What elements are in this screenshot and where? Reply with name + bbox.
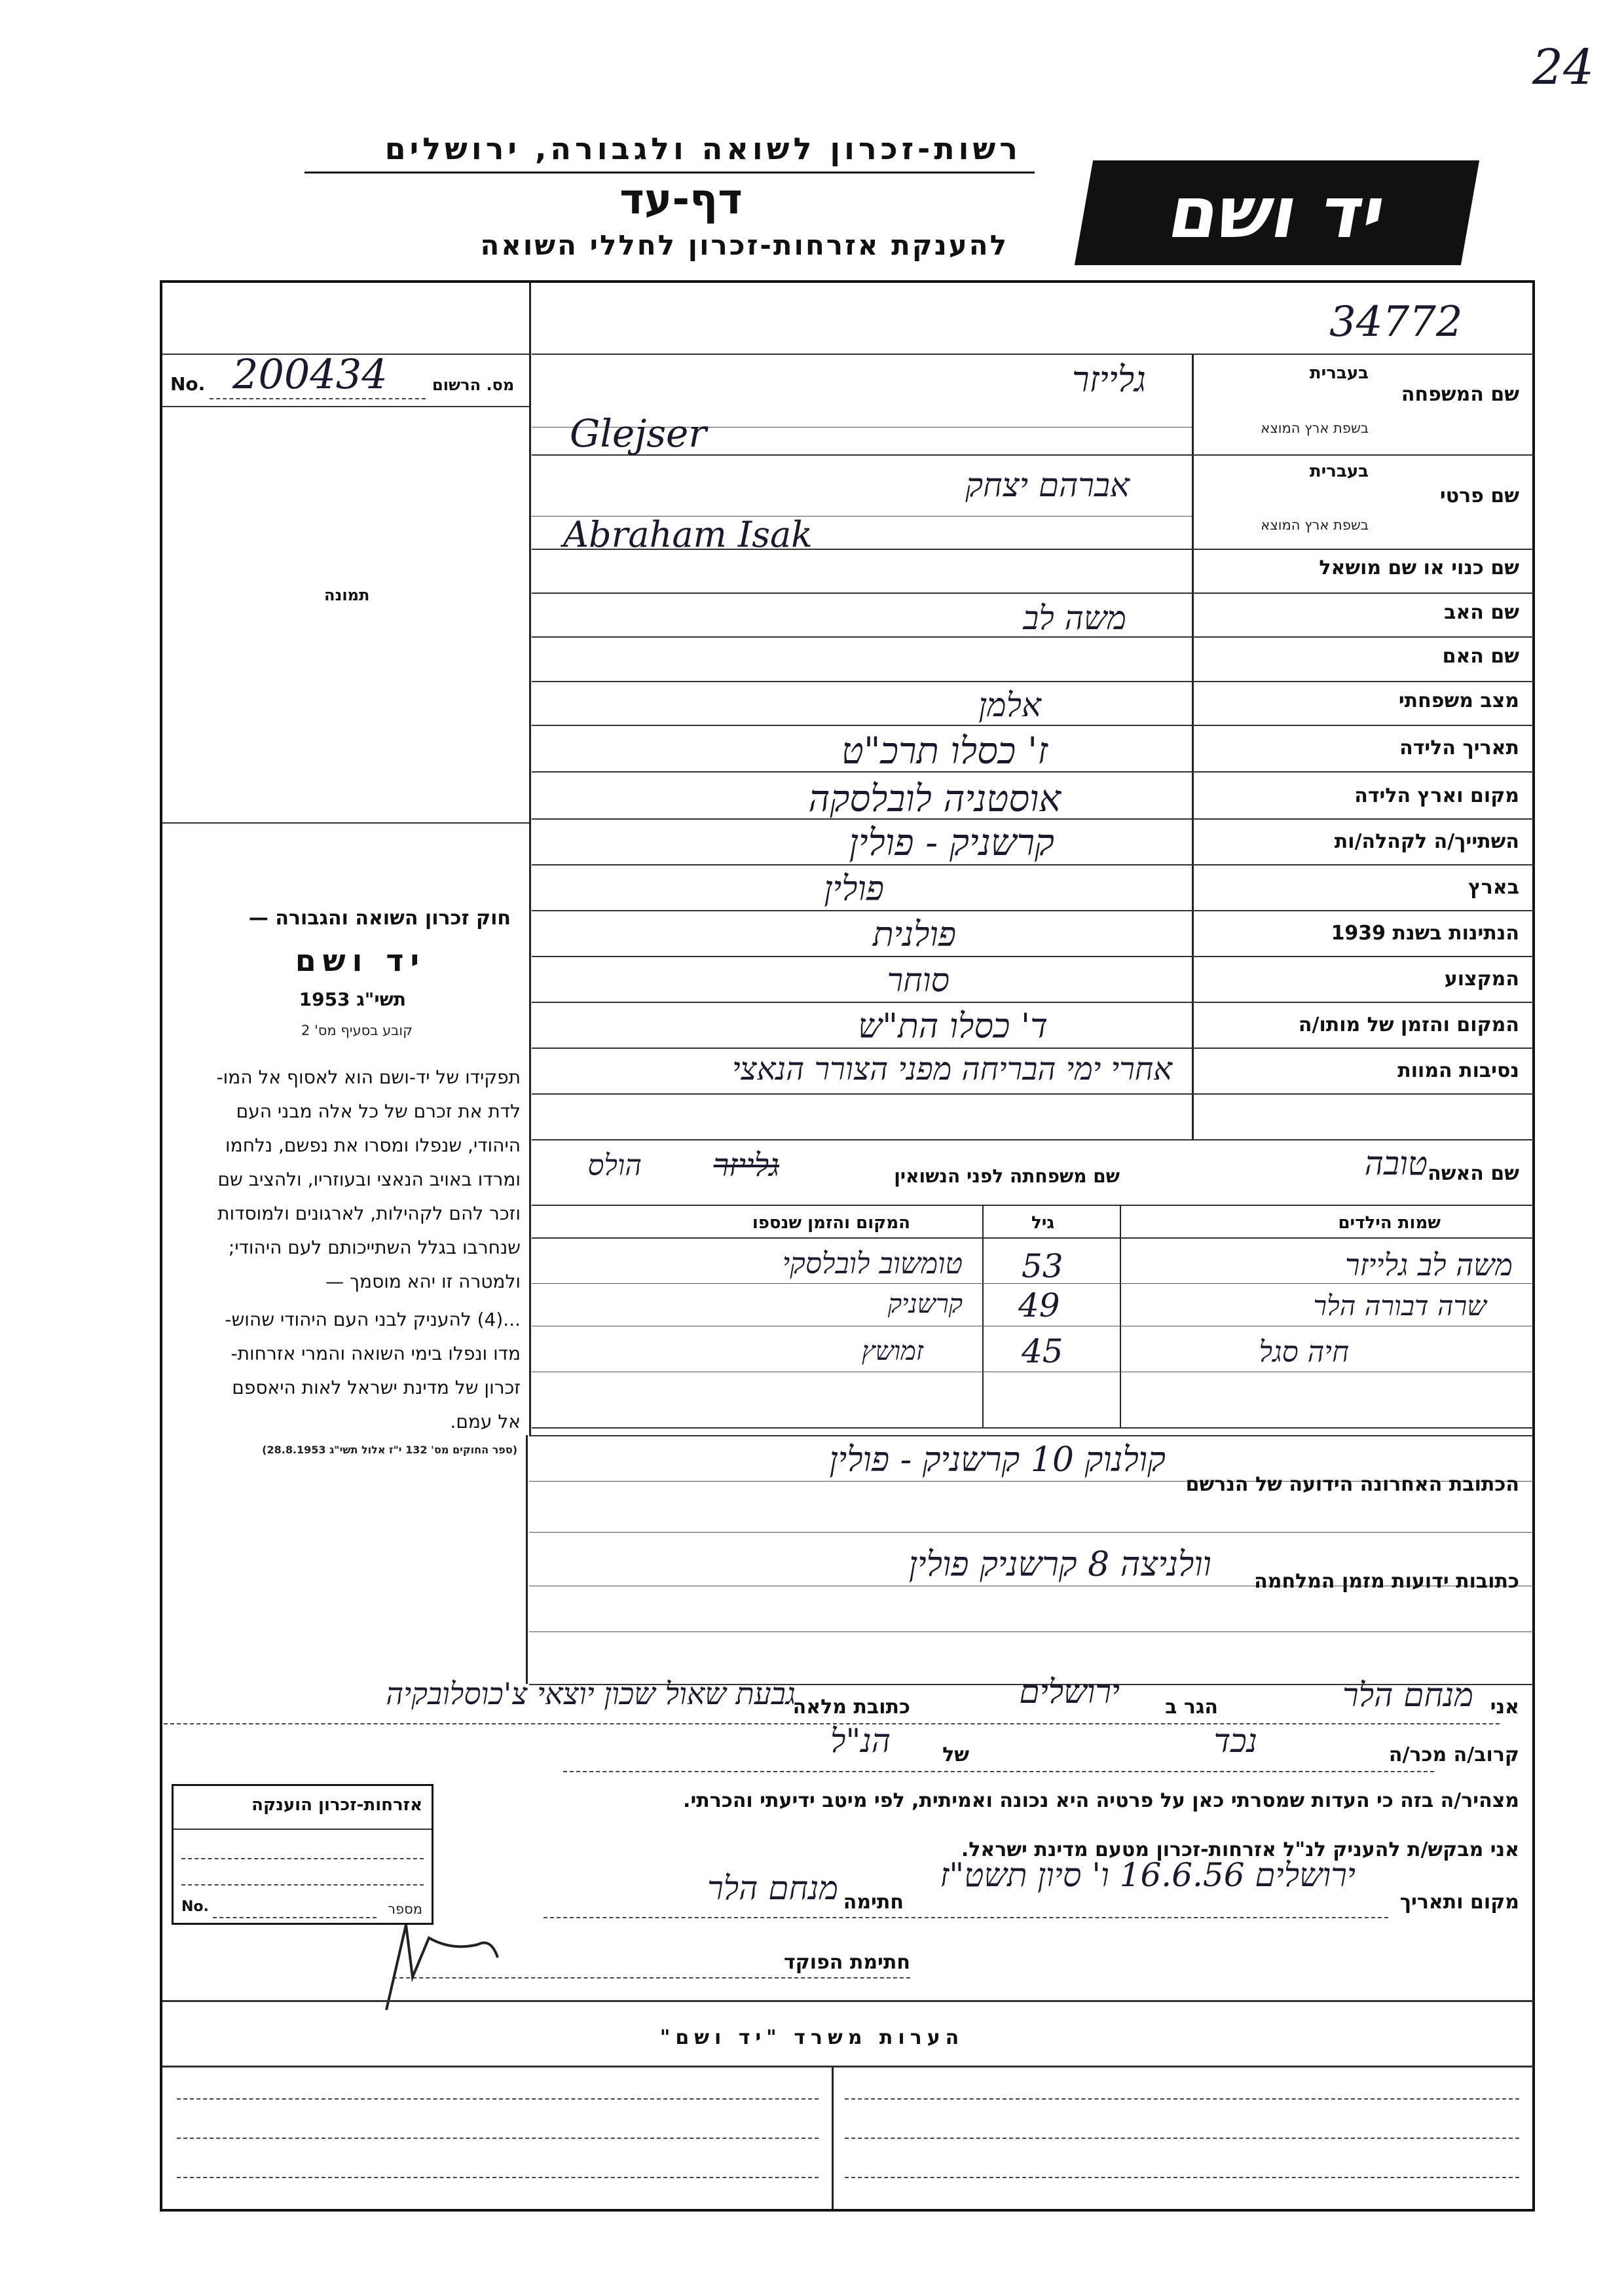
- relation-value[interactable]: נכד: [1213, 1722, 1257, 1760]
- notes-dotted: [177, 2138, 819, 2139]
- place-date-label: מקום ותאריך: [1399, 1891, 1519, 1914]
- form-subtitle: להענקת אזרחות-זכרון לחללי השואה: [480, 229, 1008, 261]
- wife-row-bottom: [532, 1205, 1534, 1206]
- sidebar-divider: [529, 283, 531, 1435]
- birth-place-value[interactable]: אוסטניה לובלסקה: [808, 778, 1061, 820]
- law-line: אל עמם.: [450, 1411, 521, 1432]
- wartime-address-label: כתובות ידועות מזמן המלחמה: [1254, 1570, 1519, 1593]
- law-line: ...(4) להעניק לבני העם היהודי שהוש-: [225, 1309, 521, 1330]
- full-address-label: כתובת מלאה: [792, 1696, 910, 1719]
- law-line: לדת את זכרם של כל אלה מבני העם: [236, 1101, 521, 1122]
- row-line: [532, 956, 1534, 957]
- address-section-top: [529, 1435, 1534, 1436]
- resides-in-label: הגר ב: [1165, 1696, 1218, 1719]
- law-line: ולמטרה זו יהא מוסמך —: [325, 1271, 521, 1292]
- children-place-header: המקום והזמן שנספו: [752, 1213, 910, 1233]
- organization-name: רשות-זכרון לשואה ולגבורה, ירושלים: [384, 131, 1022, 166]
- witness-i-label: אני: [1490, 1696, 1519, 1719]
- wife-name-value[interactable]: טובה: [1364, 1144, 1428, 1182]
- form-title: דף-עד: [619, 175, 743, 224]
- signature-value[interactable]: מנחם הלר: [707, 1869, 838, 1907]
- first-name-hebrew-value[interactable]: אברהם יצחק: [965, 466, 1130, 504]
- child-name[interactable]: חיה סגל: [1259, 1336, 1349, 1369]
- child-place[interactable]: קרשניק: [887, 1289, 963, 1319]
- death-place-time-label: המקום והזמן של מותו/ה: [1298, 1013, 1519, 1036]
- child-age[interactable]: 49: [1018, 1286, 1060, 1324]
- officer-signature-label: חתימת הפוקד: [784, 1951, 910, 1974]
- notes-dotted: [177, 2098, 819, 2100]
- country-value[interactable]: פולין: [824, 869, 884, 909]
- birth-date-value[interactable]: ז' כסלו תרכ"ט: [841, 730, 1048, 773]
- wartime-address-value[interactable]: וולניצה 8 קרשניק פולין: [908, 1545, 1211, 1584]
- law-line: וזכר להם לקהילות, לארגונים ולמוסדות: [217, 1203, 521, 1224]
- law-citation: (ספר החוקים מס' 132 י"ז אלול תשי"ג 28.8.1953): [262, 1444, 517, 1456]
- box-dotted: [181, 1858, 424, 1859]
- law-name: יד ושם: [295, 943, 426, 978]
- corner-page-mark: 24: [1532, 39, 1595, 96]
- birth-date-label: תאריך הלידה: [1399, 737, 1519, 759]
- child-age[interactable]: 45: [1022, 1332, 1063, 1370]
- declaration-text: מצהיר/ה בזה כי העדות שמסרתי כאן על פרטיה היא נכונה ואמיתית, לפי מיטב ידיעתי והכרתי.: [683, 1789, 1519, 1812]
- children-header-line: [532, 1237, 1534, 1239]
- photo-label: תמונה: [324, 586, 370, 604]
- marital-status-label: מצב משפחתי: [1398, 689, 1519, 712]
- row-line: [532, 1002, 1534, 1003]
- maiden-name-label: שם משפחתה לפני הנשואין: [894, 1165, 1120, 1187]
- last-address-value[interactable]: קולנוק 10 קרשניק - פולין: [829, 1440, 1166, 1480]
- office-notes-title: הערות משרד "יד ושם": [659, 2026, 965, 2049]
- row-line: [532, 681, 1534, 682]
- notes-dotted: [845, 2138, 1519, 2139]
- citizenship-box-title: אזרחות-זכרון הוענקה: [251, 1795, 422, 1815]
- father-name-value[interactable]: משה לב: [1023, 599, 1126, 637]
- yad-vashem-logo: יד ושם: [1075, 160, 1479, 265]
- address-line: [529, 1631, 1534, 1632]
- death-cause-label: נסיבות המוות: [1397, 1059, 1519, 1082]
- city-value[interactable]: ירושלים: [1019, 1673, 1120, 1711]
- registration-he-label: מס. הרשום: [432, 376, 515, 394]
- child-name[interactable]: משה לב גלייזר: [1345, 1247, 1513, 1283]
- row-line: [532, 910, 1534, 911]
- children-names-header: שמות הילדים: [1338, 1213, 1441, 1233]
- registration-dotted-line: [210, 398, 426, 399]
- occupation-value[interactable]: סוחר: [887, 961, 950, 999]
- nationality-1939-value[interactable]: פולנית: [872, 915, 956, 955]
- row-line: [532, 864, 1534, 866]
- row-line: [532, 725, 1534, 726]
- box-line: [174, 1829, 432, 1830]
- surname-origin-value[interactable]: Glejser: [570, 411, 707, 456]
- full-address-value[interactable]: גבעת שאול שכון יוצאי צ'כוסלובקיה: [386, 1676, 796, 1711]
- children-age-header: גיל: [1031, 1213, 1054, 1233]
- box-dotted: [181, 1884, 424, 1886]
- last-address-label: הכתובת האחרונה הידועה של הנרשם: [1185, 1473, 1519, 1496]
- of-label: של: [942, 1743, 969, 1766]
- place-date-value[interactable]: ירושלים 16.6.56 ו' סיון תשט"ז: [940, 1856, 1356, 1894]
- of-value[interactable]: הנ"ל: [830, 1722, 891, 1760]
- law-line: שנחרבו בגלל השתייכותם לעם היהודי;: [228, 1237, 521, 1258]
- signature-dotted-line: [544, 1917, 1388, 1918]
- birth-place-label: מקום וארץ הלידה: [1354, 784, 1519, 807]
- father-name-label: שם האב: [1444, 601, 1519, 624]
- community-label: השתייך/ה לקהלה/ות: [1334, 830, 1519, 853]
- mother-name-label: שם האם: [1442, 645, 1519, 668]
- surname-hebrew-sublabel: בעברית: [1309, 363, 1369, 383]
- surname-origin-sublabel: בשפת ארץ המוצא: [1261, 420, 1369, 436]
- organization-underline: [304, 172, 1035, 173]
- first-name-label: שם פרטי: [1439, 484, 1519, 507]
- death-cause-value[interactable]: אחרי ימי הבריחה מפני הצורר הנאצי: [731, 1051, 1172, 1087]
- citizenship-no-label: No.: [181, 1899, 209, 1915]
- address-line: [529, 1532, 1534, 1533]
- community-value[interactable]: קרשניק - פולין: [849, 822, 1054, 864]
- row-line: [532, 1093, 1534, 1095]
- nationality-1939-label: הנתינות בשנת 1939: [1331, 922, 1519, 945]
- office-notes-divider: [832, 2068, 834, 2209]
- request-text: אני מבקש/ת להעניק לנ"ל אזרחות-זכרון מטעם מדינת ישראל.: [961, 1838, 1519, 1861]
- wife-name-label: שם האשה: [1428, 1162, 1519, 1185]
- office-notes-header-line: [162, 2066, 1534, 2068]
- child-age[interactable]: 53: [1022, 1247, 1063, 1285]
- photo-box-bottom: [162, 822, 529, 824]
- child-name[interactable]: שרה דבורה הלר: [1313, 1290, 1486, 1322]
- witness-name-value[interactable]: מנחם הלר: [1342, 1676, 1473, 1714]
- citizenship-granted-box: [172, 1784, 434, 1925]
- citizenship-number-label: מספר: [388, 1901, 422, 1917]
- law-line: תפקידו של יד-ושם הוא לאסוף אל המו-: [216, 1066, 521, 1088]
- sidebar-divider-lower: [526, 1435, 528, 1684]
- signature-label: חתימה: [843, 1891, 904, 1914]
- stamp-number: 34772: [1329, 298, 1463, 346]
- row-line: [532, 1048, 1534, 1049]
- child-place[interactable]: זמושץ: [861, 1336, 923, 1366]
- notes-dotted: [177, 2177, 819, 2178]
- law-line: ומרדו באויב הנאצי ובעוזריו, ולהציב שם: [217, 1169, 521, 1190]
- office-notes-top: [162, 2000, 1534, 2002]
- sidebar-band-bottom: [162, 406, 529, 407]
- law-section: קובע בסעיף מס' 2: [301, 1023, 413, 1038]
- row-line: [532, 354, 1534, 355]
- law-line: היהודי, שנפלו ומסרו את נפשם, נלחמו: [225, 1135, 521, 1156]
- notes-dotted: [845, 2177, 1519, 2178]
- maiden-name-value[interactable]: הולס: [587, 1149, 642, 1182]
- law-year: תשי"ג 1953: [299, 989, 406, 1010]
- surname-hebrew-value[interactable]: גלייזר: [1072, 359, 1146, 400]
- surname-label: שם המשפחה: [1401, 383, 1519, 406]
- registration-number: 200434: [232, 350, 388, 398]
- marital-status-value[interactable]: אלמן: [978, 686, 1041, 724]
- children-table-bottom: [532, 1427, 1534, 1429]
- death-place-time-value[interactable]: ד' כסלו הת"ש: [858, 1007, 1048, 1046]
- registration-no-label: No.: [170, 373, 206, 395]
- law-line: מדו ונפלו בימי השואה והמרי אזרחות-: [231, 1343, 521, 1364]
- country-label: בארץ: [1467, 876, 1519, 899]
- row-line: [532, 592, 1534, 594]
- first-name-origin-sublabel: בשפת ארץ המוצא: [1261, 517, 1369, 533]
- relation-label: קרוב/ה מכר/ה: [1388, 1743, 1519, 1766]
- box-dotted: [213, 1917, 377, 1918]
- row-line: [532, 1139, 1534, 1140]
- first-name-hebrew-sublabel: בעברית: [1309, 462, 1369, 481]
- law-line: זכרון של מדינת ישראל לאות היאספם: [232, 1377, 521, 1398]
- maiden-name-struck: גלייזר: [713, 1147, 779, 1184]
- first-name-origin-value[interactable]: Abraham Isak: [563, 514, 813, 555]
- law-title: חוק זכרון השואה והגבורה —: [248, 907, 511, 930]
- child-place[interactable]: טומשוב לובלסקי: [782, 1247, 963, 1281]
- label-column-divider: [1192, 354, 1194, 1139]
- occupation-label: המקצוע: [1444, 968, 1519, 991]
- notes-dotted: [845, 2098, 1519, 2100]
- nickname-label: שם כנוי או שם מושאל: [1319, 556, 1519, 579]
- relation-dotted-line: [563, 1771, 1434, 1772]
